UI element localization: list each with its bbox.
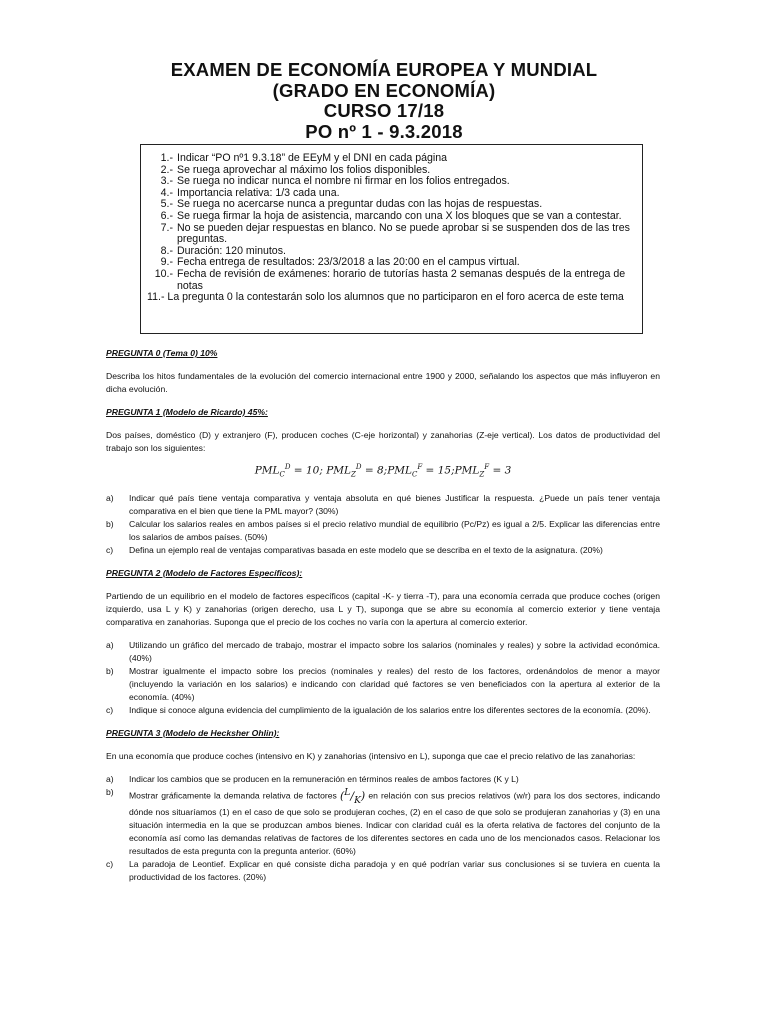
instruction-item: 8.- Duración: 120 minutos. — [160, 244, 286, 257]
question-0-heading: PREGUNTA 0 (Tema 0) 10% — [106, 348, 218, 358]
instruction-item: 6.- Se ruega firmar la hoja de asistencia, marcando con una X los bloques que se van a contestar. — [160, 209, 622, 222]
question-1-item-a: a) Indicar qué país tiene ventaja comparativa y ventaja absoluta en qué bienes Justificar la respuesta. ¿Puede un país tener ventaja comparativa en el bien que tiene la PML mayor? (30%) — [106, 492, 660, 516]
labor-capital-ratio-symbol: $(^L/_K)$ — [339, 786, 366, 806]
instruction-item: 11.- La pregunta 0 la contestarán solo los alumnos que no participaron en el foro acerca de este tema — [147, 291, 624, 304]
question-1-item-c: c) Defina un ejemplo real de ventajas comparativas basada en este modelo que se describa en el texto de la asignatura. (20%) — [106, 544, 603, 555]
instruction-item: 3.- Se ruega no indicar nunca el nombre ni firmar en los folios entregados. — [160, 175, 510, 188]
question-0-text: Describa los hitos fundamentales de la evolución del comercio internacional entre 1900 y 2000, señalando los aspectos que más influyeron en dicha evolución. — [106, 371, 660, 394]
question-3-heading: PREGUNTA 3 (Modelo de Hecksher Ohlin): — [106, 727, 280, 738]
question-2-item-c: c) Indique si conoce alguna evidencia del cumplimiento de la igualación de los salarios entre los diferentes sectores de la economía. (20%). — [106, 704, 651, 715]
exam-title: EXAMEN DE ECONOMÍA EUROPEA Y MUNDIAL — [170, 59, 598, 80]
instruction-item: 9.- Fecha entrega de resultados: 23/3/2018 a las 20:00 en el campus virtual. — [160, 256, 520, 269]
question-2-intro: Partiendo de un equilibrio en el modelo de factores específicos (capital -K- y tierra -T), para una economía cerrada que produce coches (origen izquierdo, usa L y K) y zanahorias (origen derecho, usa L y T), suponga que se abre su economía al comercio exterior y tiene ventaja comparativa en zanahorias. Suponga que el precio de los coches no varía con la apertura al comercio exterior. — [106, 590, 660, 627]
exam-subtitle: (GRADO EN ECONOMÍA) — [272, 79, 496, 101]
question-1-intro: Dos países, doméstico (D) y extranjero (F), producen coches (C-eje horizontal) y zanahorias (Z-eje vertical). Los datos de productividad del trabajo son los siguientes: — [106, 430, 660, 453]
instruction-item: 4.- Importancia relativa: 1/3 cada una. — [160, 186, 340, 199]
exam-questions — [106, 347, 660, 884]
question-3-intro: En una economía que produce coches (intensivo en K) y zanahorias (intensivo en L), suponga que cae el precio relativo de las zanahorias: — [106, 750, 636, 761]
exam-header — [0, 60, 768, 142]
question-3-item-b: b) Mostrar gráficamente la demanda relativa de factores $(^L/_K)$ en relación con sus precios relativos (w/r) para los dos sectores, indicando dónde nos situaríamos (1) en el caso de que solo se produjeran coches, (2) en el caso de que solo se produjeran zanahorias y (3) en una situación intermedia en la que se produzcan ambos bienes. Indicar con claridad cuál es la oferta relativa de factores del conjunto de la economía así como las demandas relativas de factores de los diferentes sectores en cada uno de los mencionados casos. Relacionar los resultados de esta pregunta con la pregunta anterior. (60%) — [106, 786, 661, 857]
instruction-item: 2.- Se ruega aprovechar al máximo los folios disponibles. — [160, 163, 431, 176]
question-2-item-a: a) Utilizando un gráfico del mercado de trabajo, mostrar el impacto sobre los salarios (nominales y reales) y sobre la actividad económica. (40%) — [106, 639, 660, 663]
question-3-item-a: a) Indicar los cambios que se producen en la remuneración en términos reales de ambos factores (K y L) — [106, 773, 519, 784]
question-1-item-b: b) Calcular los salarios reales en ambos países si el precio relativo mundial de equilibrio (Pc/Pz) es igual a 2/5. Explicar las diferencias entre los salarios de ambos países. (50%) — [106, 518, 660, 542]
instruction-item: 10.- Fecha de revisión de exámenes: horario de tutorías hasta 2 semanas después de la entrega de notas — [154, 267, 626, 292]
question-2-heading: PREGUNTA 2 (Modelo de Factores Específicos): — [106, 567, 303, 578]
question-1-heading: PREGUNTA 1 (Modelo de Ricardo) 45%: — [106, 407, 268, 417]
exam-date: PO nº 1 - 9.3.2018 — [305, 120, 463, 142]
question-3-item-c: c) La paradoja de Leontief. Explicar en qué consiste dicha paradoja y en qué podrían variar sus conclusiones si se tuviera en cuenta la productividad de los factores. (20%) — [106, 859, 660, 883]
question-2-item-b: b) Mostrar igualmente el impacto sobre los precios (nominales y reales) del resto de los factores, ordenándolos de menor a mayor (incluyendo la variación en los salarios) e indicando con claridad qué factores se ven beneficiados con la apertura al exterior de la economía. (40%) — [106, 665, 660, 702]
productivity-formula: $PML_C^D = 10$; $PML_Z^D$ = $8;PML_C^F$ = $15;PML_Z^F = 3$ — [254, 463, 512, 479]
exam-course: CURSO 17/18 — [323, 100, 445, 121]
instructions-box — [140, 144, 643, 334]
instructions-list — [147, 153, 634, 304]
instruction-item: 1.- Indicar “PO nº1 9.3.18” de EEyM y el DNI en cada página — [160, 152, 448, 164]
instruction-item: 7.- No se pueden dejar respuestas en blanco. No se puede aprobar si se suspenden dos de las tres preguntas. — [160, 221, 630, 246]
instruction-item: 5.- Se ruega no acercarse nunca a preguntar dudas con las hojas de respuestas. — [160, 198, 543, 211]
